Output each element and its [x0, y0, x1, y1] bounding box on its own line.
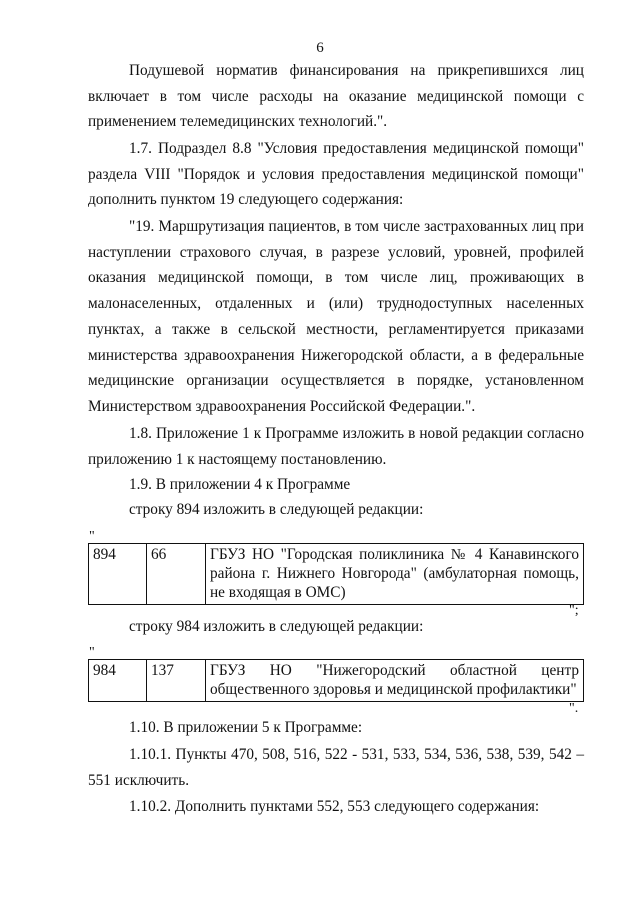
row-number-cell: 984	[89, 660, 147, 702]
paragraph-1-10-1	[88, 742, 584, 793]
table-row	[89, 544, 584, 605]
row-organization-cell: ГБУЗ НО "Городская поликлиника № 4 Канавинского района г. Нижнего Новгорода" (амбулаторная помощь, не входящая в ОМС)	[206, 544, 584, 605]
paragraph-per-capita-standard	[88, 58, 584, 135]
paragraph-row-894-intro	[88, 497, 584, 523]
table-row-894	[88, 543, 584, 605]
paragraph-routing-19	[88, 214, 584, 420]
paragraph-1-7	[88, 136, 584, 213]
paragraph-text: 1.7. Подраздел 8.8 "Условия предоставления медицинской помощи" раздела VIII "Порядок и условия предоставления медицинской помощи" дополнить пунктом 19 следующего содержания:	[88, 140, 584, 209]
row-number-cell: 894	[89, 544, 147, 605]
row-code-cell: 66	[147, 544, 206, 605]
paragraph-text: 1.9. В приложении 4 к Программе	[129, 476, 351, 493]
row-code-cell: 137	[147, 660, 206, 702]
paragraph-1-10-2	[88, 794, 584, 820]
page-number: 6	[316, 40, 324, 56]
paragraph-1-10	[88, 715, 584, 741]
opening-quote-1: "	[89, 529, 95, 544]
closing-quote-2: ".	[569, 701, 579, 716]
paragraph-row-984-intro	[88, 614, 584, 640]
table-row-984	[88, 659, 584, 702]
paragraph-text: 1.10. В приложении 5 к Программе:	[129, 719, 363, 736]
row-organization-cell: ГБУЗ НО "Нижегородский областной центр общественного здоровья и медицинской профилактики"	[206, 660, 584, 702]
paragraph-text: Подушевой норматив финансирования на прикрепившихся лиц включает в том числе расходы на оказание медицинской помощи с применением телемедицинских технологий.".	[88, 62, 584, 131]
paragraph-1-9	[88, 472, 584, 498]
table-row	[89, 660, 584, 702]
paragraph-text: 1.8. Приложение 1 к Программе изложить в новой редакции согласно приложению 1 к настоящему постановлению.	[88, 425, 584, 468]
paragraph-text: 1.10.2. Дополнить пунктами 552, 553 следующего содержания:	[129, 798, 540, 815]
closing-quote-1: ";	[569, 603, 579, 618]
paragraph-text: "19. Маршрутизация пациентов, в том числе застрахованных лиц при наступлении страхового случая, в разрезе условий, уровней, профилей оказания медицинской помощи, в том числе лиц, проживающих в малонаселенных, отдаленных и (или) труднодоступных населенных пунктах, а также в сельской местности, регламентируется приказами министерства здравоохранения Нижегородской области, а в федеральные медицинские организации осуществляется в порядке, установленном Министерством здравоохранения Российской Федерации.".	[88, 218, 584, 415]
paragraph-1-8	[88, 421, 584, 472]
paragraph-text: 1.10.1. Пункты 470, 508, 516, 522 - 531, 533, 534, 536, 538, 539, 542 – 551 исключить.	[88, 746, 584, 789]
paragraph-text: строку 984 изложить в следующей редакции:	[129, 618, 424, 635]
paragraph-text: строку 894 изложить в следующей редакции:	[129, 501, 424, 518]
opening-quote-2: "	[89, 645, 95, 660]
